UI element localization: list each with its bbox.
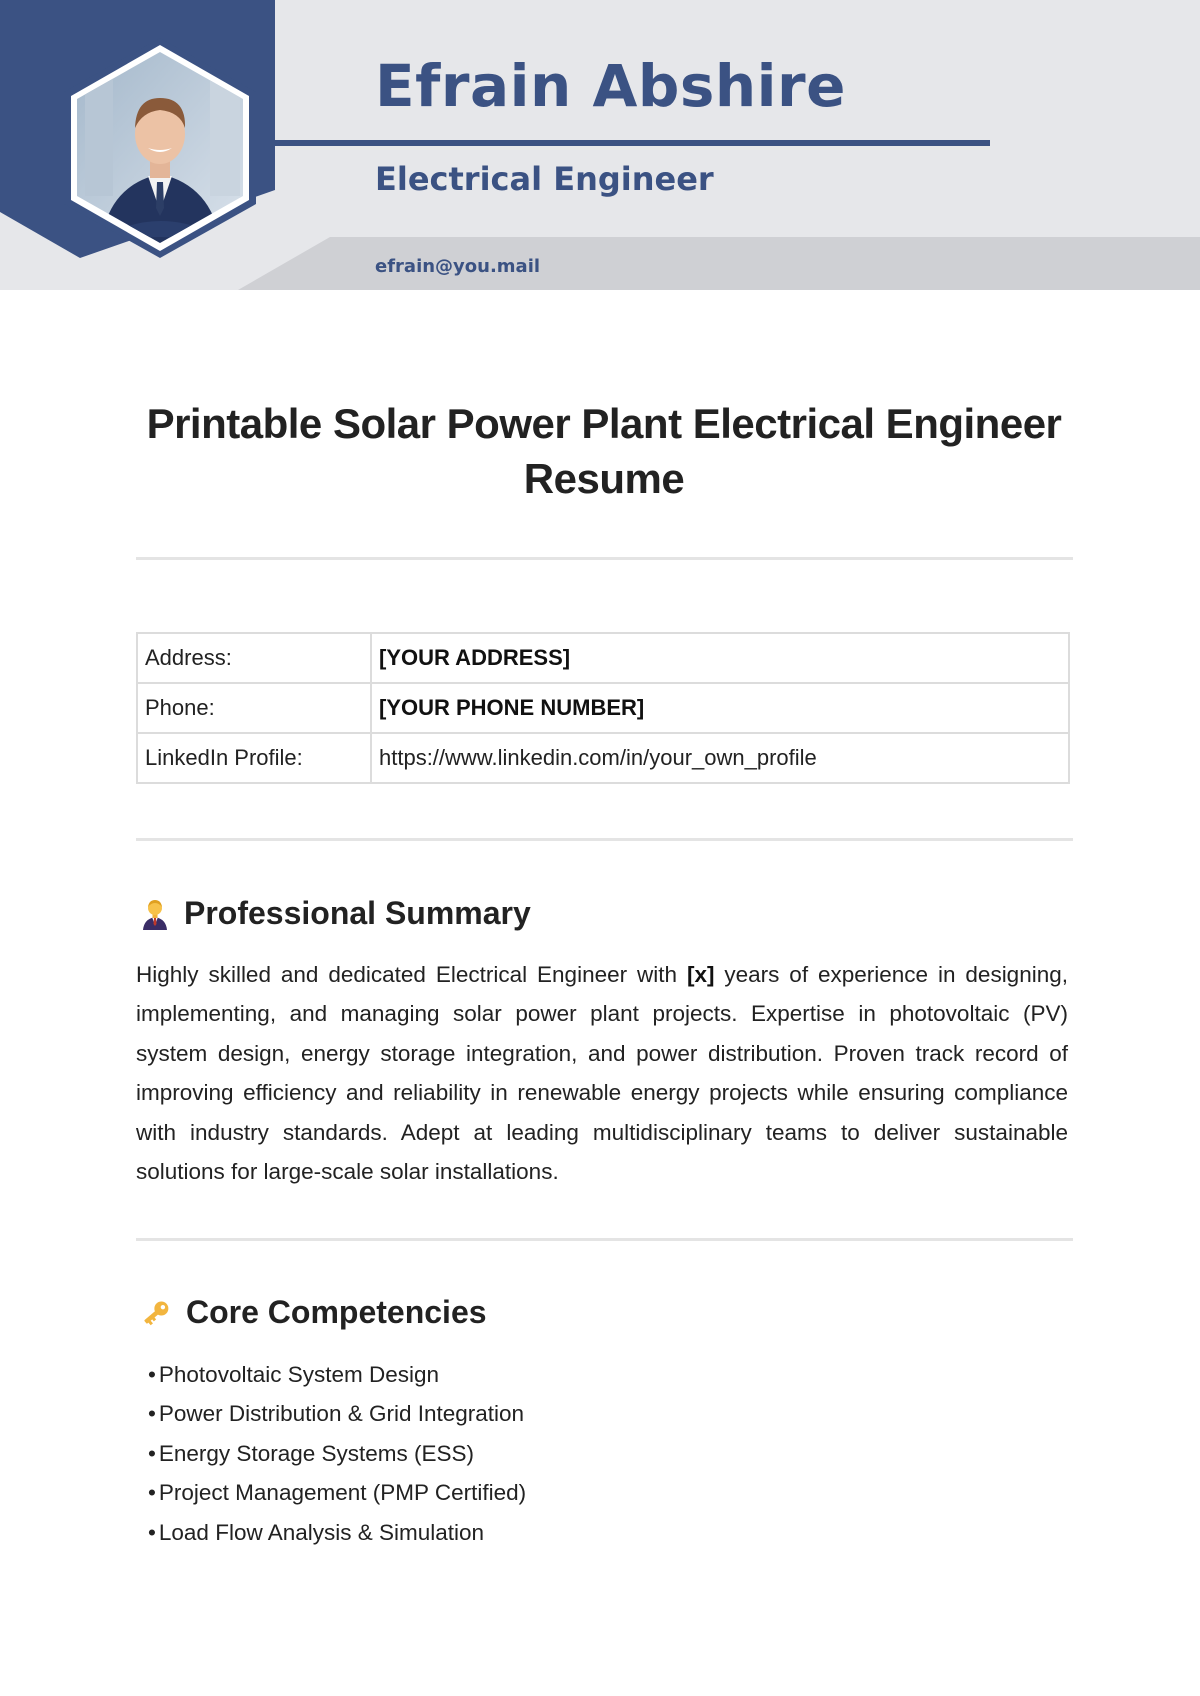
profile-photo xyxy=(60,36,260,266)
table-row xyxy=(137,633,1069,683)
summary-text xyxy=(136,955,1068,1191)
years-placeholder: [x] xyxy=(686,962,715,987)
contact-table xyxy=(136,632,1070,784)
divider xyxy=(136,557,1073,560)
summary-text-part: years of experience in designing, implementing, and managing solar power plant projects. Expertise in photovoltaic (PV) system design, energy storage integration, and power distribution. Proven track record of improving efficiency and reliability in renewable energy projects while ensuring compliance with industry standards. Adept at leading multidisciplinary teams to deliver sustainable solutions for large-scale solar installations. xyxy=(136,962,1068,1185)
job-title: Electrical Engineer xyxy=(375,160,714,198)
competencies-list xyxy=(148,1355,526,1552)
list-item: • Energy Storage Systems (ESS) xyxy=(148,1434,526,1473)
key-icon xyxy=(140,1297,172,1329)
address-label: Address: xyxy=(137,633,371,683)
list-item: • Load Flow Analysis & Simulation xyxy=(148,1513,526,1552)
summary-text-part: Highly skilled and dedicated Electrical Engineer with xyxy=(136,962,687,987)
address-value: [YOUR ADDRESS] xyxy=(371,633,1069,683)
resume-header xyxy=(0,0,1200,290)
divider xyxy=(136,1238,1073,1241)
summary-heading-text: Professional Summary xyxy=(184,895,531,931)
candidate-name: Efrain Abshire xyxy=(375,52,846,120)
businessman-icon xyxy=(140,898,170,930)
document-title: Printable Solar Power Plant Electrical Engineer Resume xyxy=(146,400,1062,502)
competencies-heading-text: Core Competencies xyxy=(186,1294,487,1330)
phone-value: [YOUR PHONE NUMBER] xyxy=(371,683,1069,733)
linkedin-url[interactable]: https://www.linkedin.com/in/your_own_profile xyxy=(371,733,1069,783)
table-row xyxy=(137,733,1069,783)
list-item: • Project Management (PMP Certified) xyxy=(148,1473,526,1512)
list-item: • Power Distribution & Grid Integration xyxy=(148,1394,526,1433)
name-underline xyxy=(275,140,990,146)
competencies-heading xyxy=(140,1294,487,1331)
email-address[interactable]: efrain@you.mail xyxy=(375,256,541,277)
divider xyxy=(136,838,1073,841)
table-row xyxy=(137,683,1069,733)
summary-heading xyxy=(140,895,531,932)
list-item: • Photovoltaic System Design xyxy=(148,1355,526,1394)
phone-label: Phone: xyxy=(137,683,371,733)
linkedin-label: LinkedIn Profile: xyxy=(137,733,371,783)
